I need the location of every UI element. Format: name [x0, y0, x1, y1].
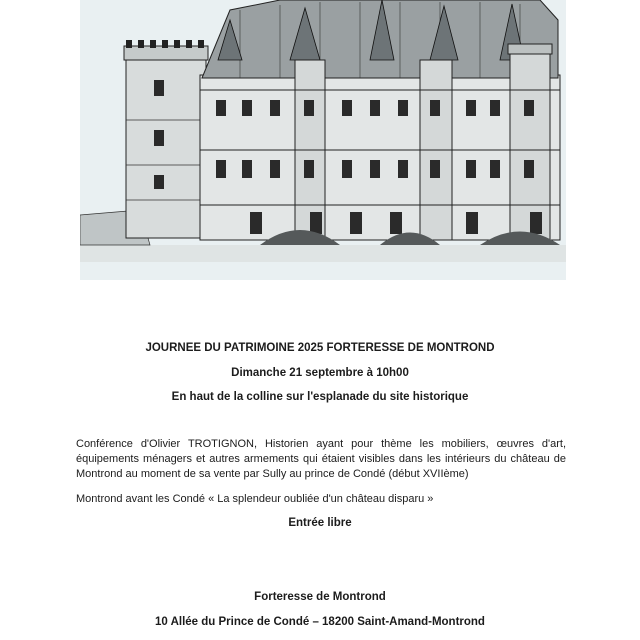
event-location: En haut de la colline sur l'esplanade du site historique	[171, 391, 469, 403]
chateau-illustration	[80, 0, 566, 280]
conference-description: Conférence d'Olivier TROTIGNON, Historien ayant pour thème les mobiliers, œuvres d'art, équipements ménagers et autres armements qui étaient visibles dans les intérieurs du château de Montrond au moment de sa vente par Sully au prince de Condé (début XVIIème)	[76, 438, 566, 480]
event-date: Dimanche 21 septembre à 10h00	[231, 367, 409, 379]
entry-info: Entrée libre	[288, 517, 352, 529]
chateau-drawing	[80, 0, 566, 280]
event-title: JOURNEE DU PATRIMOINE 2025 FORTERESSE DE MONTROND	[145, 342, 495, 354]
conference-subtitle: Montrond avant les Condé « La splendeur oubliée d'un château disparu »	[76, 493, 434, 505]
venue-address: 10 Allée du Prince de Condé – 18200 Saint-Amand-Montrond	[155, 616, 485, 628]
venue-name: Forteresse de Montrond	[254, 591, 386, 603]
